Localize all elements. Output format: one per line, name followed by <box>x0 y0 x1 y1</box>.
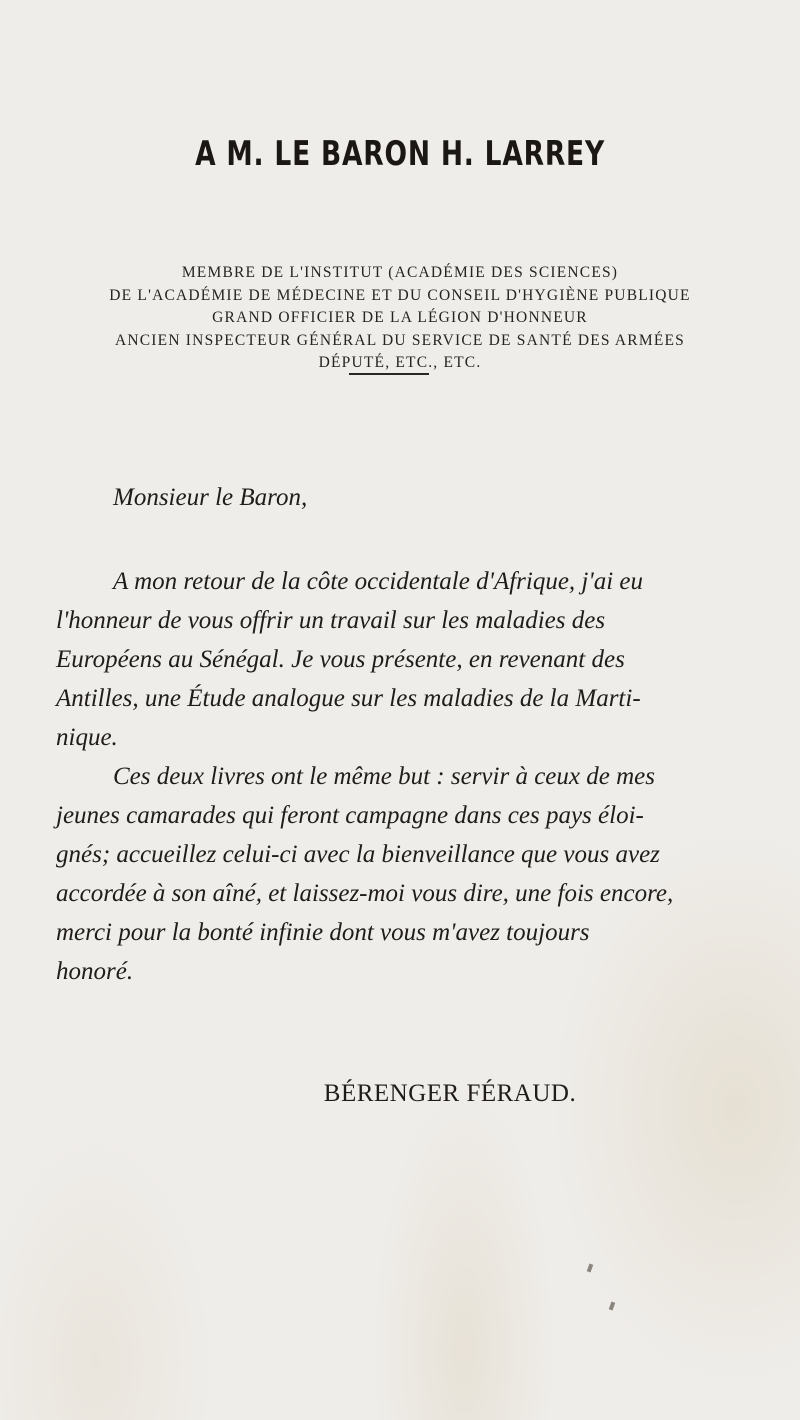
dedication-title: A M. LE BARON H. LARREY <box>195 134 605 174</box>
honorific-titles <box>0 262 800 375</box>
body-line: nique. <box>56 724 118 751</box>
honorific-line: ANCIEN INSPECTEUR GÉNÉRAL DU SERVICE DE SANTÉ DES ARMÉES <box>114 331 685 349</box>
body-line: gnés; accueillez celui-ci avec la bienveillance que vous avez <box>56 841 660 868</box>
honorific-line: DE L'ACADÉMIE DE MÉDECINE ET DU CONSEIL D'HYGIÈNE PUBLIQUE <box>109 286 691 304</box>
paper-speck <box>609 1302 615 1311</box>
letter-body <box>56 562 756 991</box>
paper-speck <box>587 1264 593 1273</box>
body-line: Antilles, une Étude analogue sur les maladies de la Marti- <box>56 685 641 712</box>
body-line: accordée à son aîné, et laissez-moi vous dire, une fois encore, <box>56 880 674 907</box>
body-line: A mon retour de la côte occidentale d'Afrique, j'ai eu <box>113 568 644 595</box>
body-line: merci pour la bonté infinie dont vous m'avez toujours <box>56 919 590 946</box>
salutation: Monsieur le Baron, <box>113 484 308 511</box>
honorific-line: DÉPUTÉ, ETC., ETC. <box>318 354 482 371</box>
signature: BÉRENGER FÉRAUD. <box>323 1080 577 1107</box>
body-line: jeunes camarades qui feront campagne dans ces pays éloi- <box>56 802 644 829</box>
honorific-line: GRAND OFFICIER DE LA LÉGION D'HONNEUR <box>212 309 588 326</box>
body-line: l'honneur de vous offrir un travail sur les maladies des <box>56 607 606 634</box>
body-line: Européens au Sénégal. Je vous présente, en revenant des <box>56 646 625 673</box>
honorific-line: MEMBRE DE L'INSTITUT (ACADÉMIE DES SCIENCES) <box>181 264 619 281</box>
body-line: Ces deux livres ont le même but : servir à ceux de mes <box>113 763 655 790</box>
body-line: honoré. <box>56 958 134 985</box>
separator-rule <box>349 373 429 375</box>
